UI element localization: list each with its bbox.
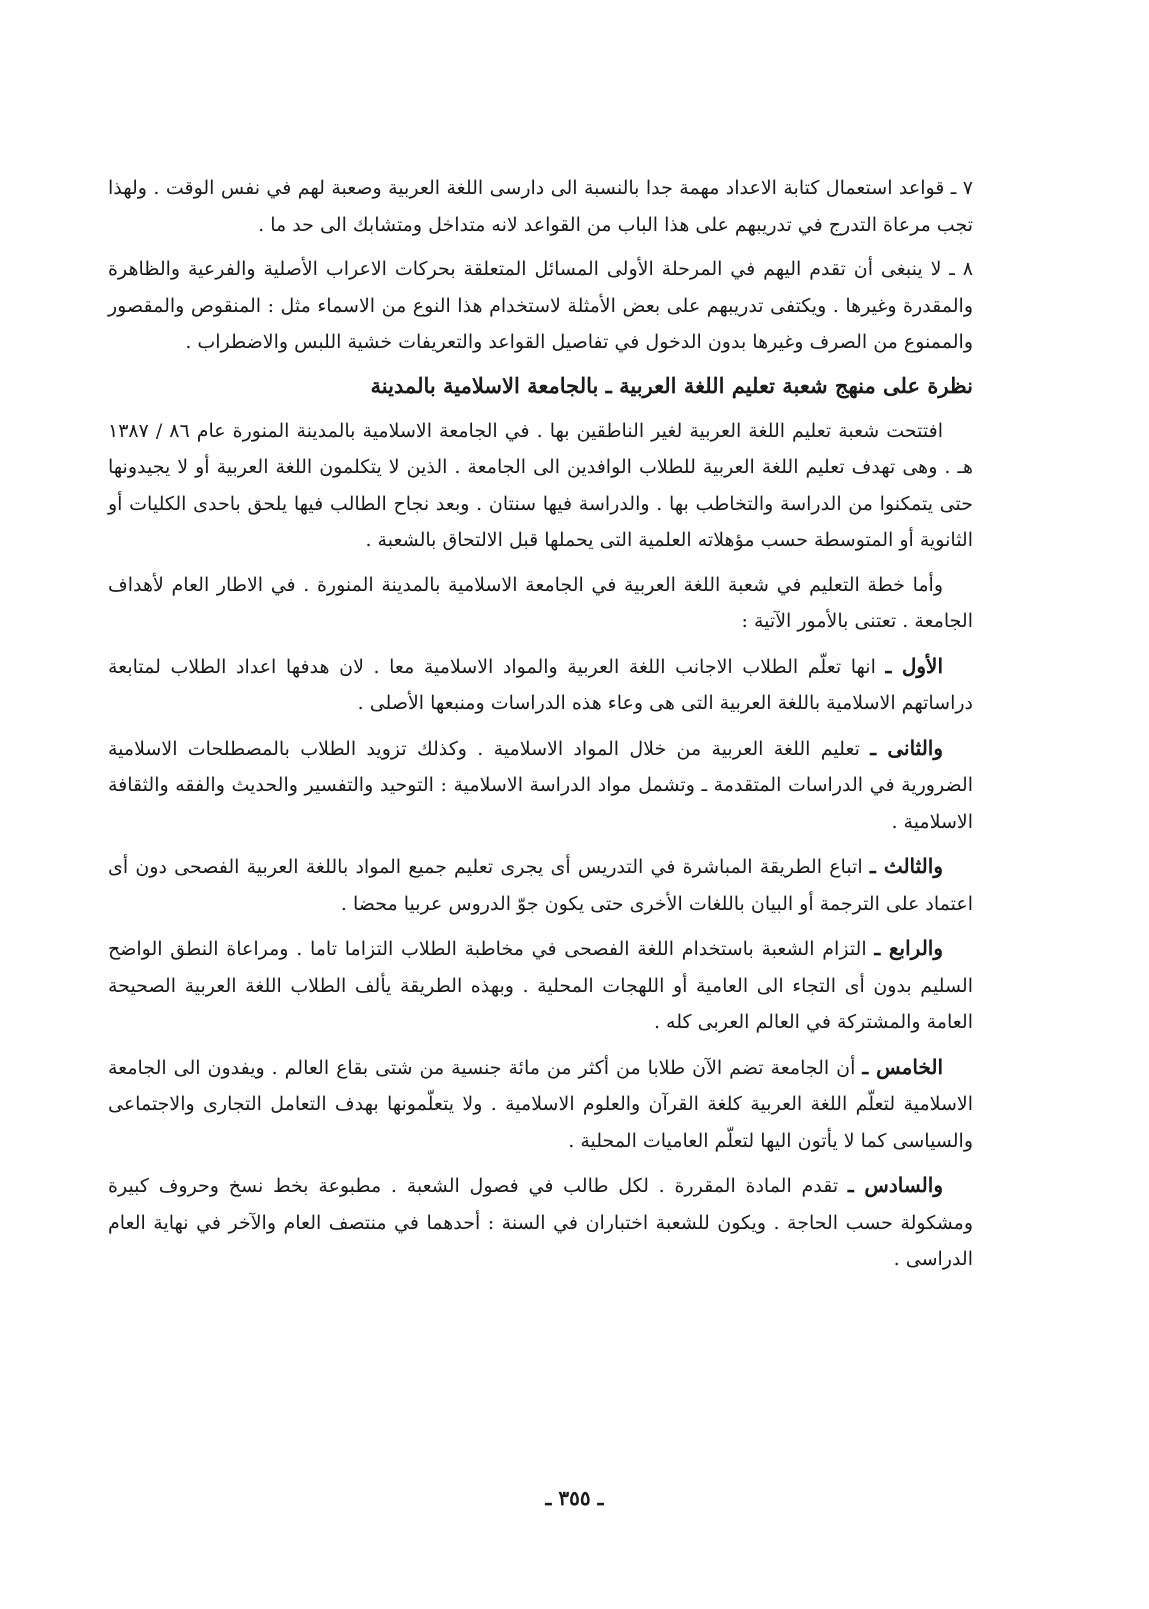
intro-paragraph: افتتحت شعبة تعليم اللغة العربية لغير الناطقين بها . في الجامعة الاسلامية بالمدينة المنورة عام ٨٦ / ١٣٨٧ هـ . وهى تهدف تعليم اللغة العربية للطلاب الوافدين الى الجامعة . الذين لا يتكلمون اللغة العربية أو لا يجيدونها حتى يتمكنوا من الدراسة والتخاطب بها . والدراسة فيها سنتان . وبعد نجاح الطالب فيها يلحق باحدى الكليات أو الثانوية أو المتوسطة حسب مؤهلاته العلمية التى يحملها قبل الالتحاق بالشعبة . [108,419,973,551]
point-text: أن الجامعة تضم الآن طلابا من أكثر من مائة جنسية من شتى بقاع العالم . ويفدون الى الجامعة الاسلامية لتعلّم اللغة العربية كلغة القرآن والعلوم الاسلامية . ولا يتعلّمونها بهدف التعامل التجارى والاجتماعى والسياسى كما لا يأتون اليها لتعلّم العاميات المحلية . [108,1056,973,1152]
point-lead: الخامس ـ [862,1054,944,1079]
point-sixth [108,1167,973,1278]
page-number: ـ ٣٥٥ ـ [545,1486,604,1510]
point-second [108,730,973,841]
point-fourth [108,930,973,1041]
point-fifth [108,1049,973,1160]
paragraph-item-7: ٧ ـ قواعد استعمال كتابة الاعداد مهمة جدا بالنسبة الى دارسى اللغة العربية وصعبة لهم في نفس الوقت . ولهذا تجب مرعاة التدرج في تدريبهم على هذا الباب من القواعد لانه متداخل ومتشابك الى حد ما . [108,177,973,236]
page-body [108,170,973,1286]
section-heading: نظرة على منهج شعبة تعليم اللغة العربية ـ بالجامعة الاسلامية بالمدينة [370,372,973,398]
point-text: انها تعلّم الطلاب الاجانب اللغة العربية والمواد الاسلامية معا . لان هدفها اعداد الطلاب لمتابعة دراساتهم الاسلامية باللغة العربية التى هى وعاء هذه الدراسات ومنبعها الأصلى . [108,655,973,714]
point-lead: الأول ـ [885,653,943,678]
point-lead: والرابع ـ [874,936,944,960]
point-text: تقدم المادة المقررة . لكل طالب في فصول الشعبة . مطبوعة بخط نسخ وحروف كبيرة ومشكولة حسب الحاجة . ويكون للشعبة اختباران في السنة : أحدهما في منتصف العام والآخر في نهاية العام الدراسى . [108,1175,973,1270]
paragraph-item-8: ٨ ـ لا ينبغى أن تقدم اليهم في المرحلة الأولى المسائل المتعلقة بحركات الاعراب الأصلية والفرعية والظاهرة والمقدرة وغيرها . ويكتفى تدريبهم على بعض الأمثلة لاستخدام هذا النوع من الاسماء مثل : المنقوص والمقصور والممنوع من الصرف وغيرها بدون الدخول في تفاصيل القواعد والتعريفات خشية اللبس والاضطراب . [108,258,973,353]
point-lead: والثانى ـ [870,735,944,760]
point-lead: والسادس ـ [847,1173,943,1197]
point-lead: والثالث ـ [869,854,943,878]
point-text: التزام الشعبة باستخدام اللغة الفصحى في مخاطبة الطلاب التزاما تاما . ومراعاة النطق الواضح السليم بدون أى التجاء الى العامية أو اللهجات المحلية . وبهذه الطريقة يألف الطلاب اللغة العربية الصحيحة العامة والمشتركة في العالم العربى كله . [108,938,973,1033]
point-first [108,648,973,722]
point-text: اتباع الطريقة المباشرة في التدريس أى يجرى تعليم جميع المواد باللغة العربية الفصحى دون أى اعتماد على الترجمة أو البيان باللغات الأخرى حتى يكون جوّ الدروس عربيا محضا . [108,856,973,915]
plan-paragraph: وأما خطة التعليم في شعبة اللغة العربية في الجامعة الاسلامية بالمدينة المنورة . في الاطار العام لأهداف الجامعة . تعتنى بالأمور الآتية : [108,573,973,632]
point-text: تعليم اللغة العربية من خلال المواد الاسلامية . وكذلك تزويد الطلاب بالمصطلحات الاسلامية الضرورية في الدراسات المتقدمة ـ وتشمل مواد الدراسة الاسلامية : التوحيد والتفسير والحديث والفقه والثقافة الاسلامية . [108,737,973,833]
point-third [108,848,973,922]
